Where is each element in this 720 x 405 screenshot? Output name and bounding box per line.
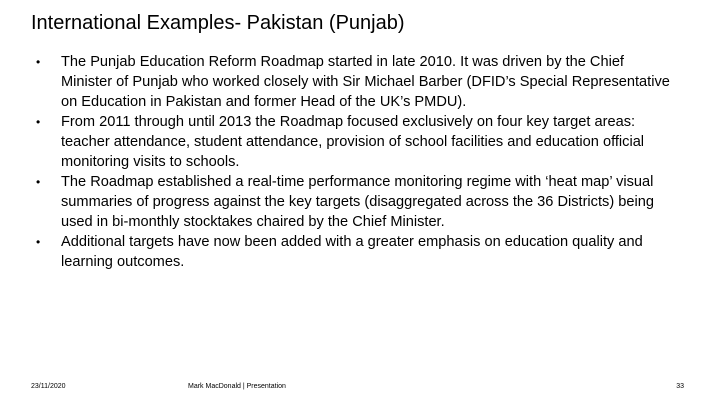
bullet-item [36,172,676,232]
bullet-text: Additional targets have now been added with a greater emphasis on education quality and learning outcomes. [61,234,643,270]
footer-presenter: Mark MacDonald | Presentation [188,383,286,390]
bullet-item [36,52,676,112]
bullet-item [36,112,676,172]
page-number: 33 [676,383,684,390]
bullet-icon: • [36,115,41,129]
bullet-text: From 2011 through until 2013 the Roadmap focused exclusively on four key target areas: teacher attendance, student attendance, provision of school facilities and education official monitoring visits to schools. [61,114,645,170]
bullet-icon: • [36,175,41,189]
bullet-list [36,52,676,272]
bullet-icon: • [36,235,41,249]
slide-title: International Examples- Pakistan (Punjab) [31,12,405,34]
bullet-icon: • [36,55,41,69]
footer-date: 23/11/2020 [31,383,66,390]
bullet-item [36,232,676,272]
bullet-text: The Punjab Education Reform Roadmap started in late 2010. It was driven by the Chief Minister of Punjab who worked closely with Sir Michael Barber (DFID’s Special Representative on Education in Pakistan and former Head of the UK’s PMDU). [61,54,670,110]
bullet-text: The Roadmap established a real-time performance monitoring regime with ‘heat map’ visual summaries of progress against the key targets (disaggregated across the 36 Districts) being used in bi-monthly stocktakes chaired by the Chief Minister. [61,174,654,230]
